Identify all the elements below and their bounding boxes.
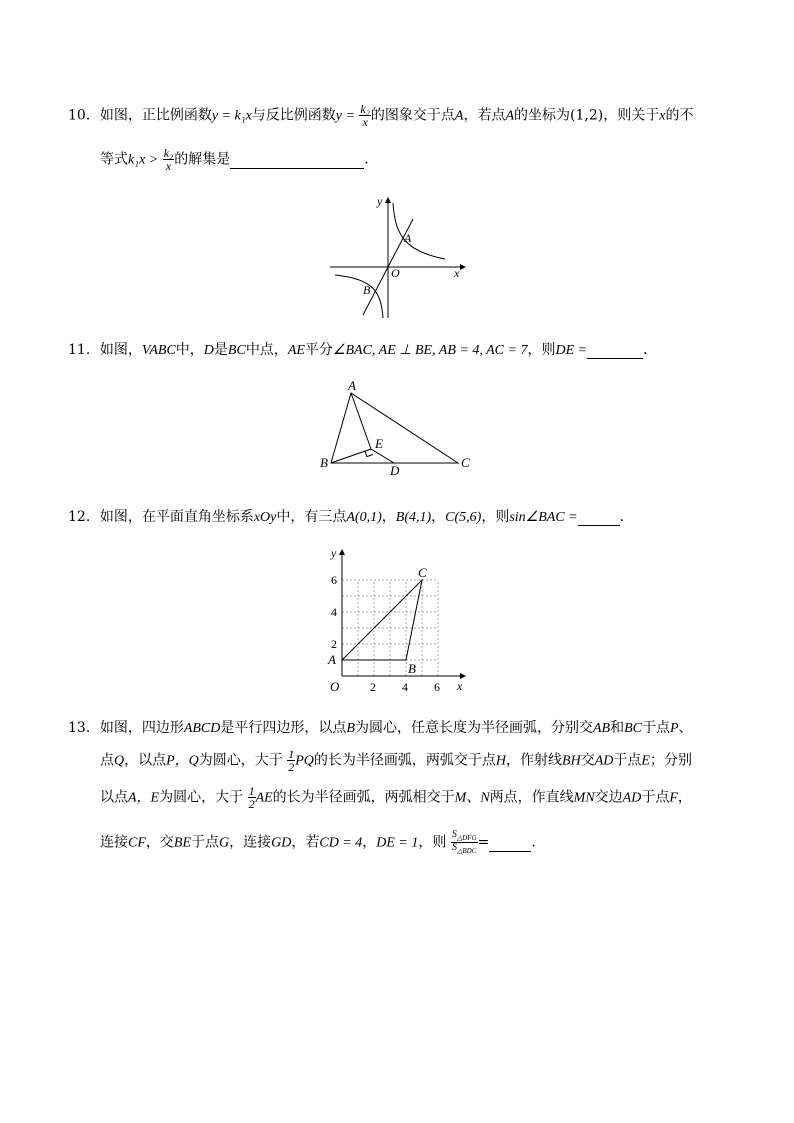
area-subscript: △BDC xyxy=(457,847,477,855)
q13-equals: = xyxy=(477,834,490,851)
q12-answer-blank[interactable] xyxy=(578,509,620,526)
q13-segment-ab: AB xyxy=(592,721,611,736)
q12-xtick-6: 6 xyxy=(434,680,440,694)
q13-point-f: F xyxy=(669,790,678,806)
q12-ask: sin∠BAC = xyxy=(509,510,578,525)
q12-text: ， xyxy=(431,509,446,525)
q13-text: 两点，作直线 xyxy=(489,789,574,806)
q13-text: 和 xyxy=(610,720,625,736)
q10-number: 10． xyxy=(68,107,100,124)
q13-points-ae: A，E xyxy=(128,790,160,806)
q11-segment-ae xyxy=(351,393,371,449)
q13-point-q: Q xyxy=(114,753,125,769)
q13-text: ，若 xyxy=(291,834,320,851)
q12-ytick-4: 4 xyxy=(331,605,337,619)
q13-line-4 xyxy=(100,830,545,855)
q10-text: 等式 xyxy=(100,151,128,168)
q12-figure xyxy=(320,543,480,698)
q11-label-b: B xyxy=(320,455,328,470)
q10-label-y: y xyxy=(377,194,383,208)
q11-text: ，则 xyxy=(527,342,556,358)
q13-point-b: B xyxy=(346,721,355,736)
q10-label-b: B xyxy=(363,283,371,297)
q13-text: 是平行四边形，以点 xyxy=(220,720,347,736)
q10-var-x: x xyxy=(659,108,666,124)
q13-text: 以点 xyxy=(100,789,128,806)
q13-text: ；分别 xyxy=(649,752,692,769)
q13-points-pq: P，Q xyxy=(166,753,199,769)
q13-text: 为圆心，大于 xyxy=(159,789,244,806)
q13-segment-ad: AD xyxy=(622,790,642,806)
q11-line xyxy=(68,339,657,359)
q12-text: ，则 xyxy=(481,509,510,525)
frac-denominator: 2 xyxy=(288,760,295,774)
q10-text: ，若点 xyxy=(463,107,506,124)
q11-answer-blank[interactable] xyxy=(587,342,643,359)
q10-y-arrow xyxy=(385,197,391,203)
q11-text: 平分 xyxy=(304,342,333,358)
frac-denominator: x xyxy=(165,159,172,173)
q12-triangle-abc xyxy=(342,580,422,660)
q10-label-a: A xyxy=(404,231,412,245)
q11-triangle: VABC xyxy=(141,343,176,358)
q10-text: 的图象交于点 xyxy=(370,107,455,124)
q10-label-x: x xyxy=(454,266,460,280)
q13-text: ，交 xyxy=(145,834,174,851)
frac-numerator: 1 xyxy=(288,747,295,761)
q11-label-e: E xyxy=(375,436,383,451)
q13-number: 13． xyxy=(68,720,100,736)
q10-answer-blank[interactable] xyxy=(230,152,364,169)
q11-text: 如图， xyxy=(99,342,142,358)
q13-text: ，以点 xyxy=(124,752,167,769)
q13-text: 连接 xyxy=(100,834,128,851)
q11-right-angle-mark xyxy=(365,451,373,457)
q13-de-value: DE = 1 xyxy=(376,835,419,851)
q13-segment-ae: AE xyxy=(255,790,273,806)
q13-line-2 xyxy=(100,748,692,773)
q10-inverse-fraction xyxy=(359,103,371,128)
q13-point-h: H xyxy=(495,753,507,769)
q13-segment-pq: PQ xyxy=(295,753,314,769)
q10-eq-linear: y = k₁x xyxy=(211,108,252,124)
q12-label-a: A xyxy=(328,652,336,667)
q10-figure xyxy=(325,193,475,323)
q13-point-p: P xyxy=(669,721,679,736)
area-symbol: S xyxy=(451,829,457,840)
q13-ray-bh: BH xyxy=(562,753,581,769)
q12-ytick-6: 6 xyxy=(331,573,337,587)
q13-answer-blank[interactable] xyxy=(489,835,531,852)
q13-segment-bc: BC xyxy=(624,721,642,736)
q13-text: 点 xyxy=(100,752,114,769)
q12-ytick-2: 2 xyxy=(331,637,337,651)
q12-line xyxy=(68,506,634,526)
q11-point-d: D xyxy=(203,343,214,358)
q13-text: ． xyxy=(531,834,546,851)
q10-inequality: k₁x > xyxy=(128,152,159,168)
q12-grid xyxy=(342,580,438,676)
q13-text: 于点 xyxy=(641,720,670,736)
q13-text: 为圆心，大于 xyxy=(198,752,283,769)
q13-line-1 xyxy=(68,717,693,737)
q13-segment-be: BE xyxy=(173,835,191,851)
q13-text: ，连接 xyxy=(229,834,272,851)
q13-text: ， xyxy=(362,834,377,851)
q11-segment-ae: AE xyxy=(287,343,305,358)
q13-points-mn: M、N xyxy=(454,790,490,806)
q13-text: 于点 xyxy=(641,789,670,806)
q12-text: ， xyxy=(381,509,396,525)
q11-text: 中， xyxy=(175,342,204,358)
q13-point-e: E xyxy=(641,753,650,769)
q13-quad: ABCD xyxy=(183,721,221,736)
q13-text: ，作射线 xyxy=(506,752,563,769)
q10-point-a: A xyxy=(505,108,515,124)
frac-denominator: x xyxy=(362,115,368,129)
q13-line-3 xyxy=(100,785,692,810)
q11-figure xyxy=(318,378,478,478)
area-symbol: S xyxy=(452,842,458,853)
q10-text: ． xyxy=(364,151,379,168)
q11-label-c: C xyxy=(461,455,470,470)
q12-y-arrow xyxy=(339,549,345,555)
q12-label-c: C xyxy=(418,565,427,580)
q11-number: 11． xyxy=(68,342,100,358)
q11-label-d: D xyxy=(390,463,400,478)
q13-text: 于点 xyxy=(613,752,642,769)
q10-point-a: A xyxy=(454,108,464,124)
q11-ask: DE = xyxy=(555,343,588,358)
q10-x-arrow xyxy=(460,264,466,270)
q10-coord: (1,2) xyxy=(570,107,604,124)
q12-xtick-2: 2 xyxy=(370,680,376,694)
area-subscript: △DFG xyxy=(456,834,477,842)
q13-text: 、 xyxy=(678,720,693,736)
q11-text: ． xyxy=(643,342,658,358)
q11-segment-ed xyxy=(371,449,394,463)
q12-label-y: y xyxy=(331,546,337,560)
frac-denominator xyxy=(451,843,478,855)
q12-point-c: C(5,6) xyxy=(445,510,482,525)
q13-area-ratio xyxy=(451,830,478,855)
q10-hyperbola-q1 xyxy=(393,203,445,259)
q13-line-mn: MN xyxy=(573,790,595,806)
frac-numerator: k₂ xyxy=(360,102,370,116)
q13-segment-gd: GD xyxy=(271,835,292,851)
frac-numerator: 1 xyxy=(248,784,255,798)
q10-line-2 xyxy=(100,147,378,172)
q13-text: 于点 xyxy=(191,834,219,851)
q12-text: ． xyxy=(619,509,634,525)
q13-text: ， xyxy=(677,789,692,806)
q12-point-a: A(0,1) xyxy=(346,510,382,525)
frac-denominator: 2 xyxy=(248,797,255,811)
q11-triangle-abc xyxy=(331,393,458,463)
q13-text: 的长为半径画弧，两弧相交于 xyxy=(272,789,455,806)
frac-numerator: k₂ xyxy=(163,146,174,160)
q12-coord-system: xOy xyxy=(253,510,277,525)
q13-text: 交边 xyxy=(594,789,623,806)
q12-label-o: O xyxy=(330,679,340,694)
q13-cd-value: CD = 4 xyxy=(319,835,363,851)
q11-label-a: A xyxy=(348,378,356,393)
q10-text: 的解集是 xyxy=(174,151,231,168)
q12-point-b: B(4,1) xyxy=(395,510,432,525)
q10-inequality-fraction xyxy=(163,147,175,172)
q10-line-1 xyxy=(68,103,693,128)
q13-text: 交 xyxy=(580,752,595,769)
q10-text: 如图，正比例函数 xyxy=(99,107,212,124)
q13-half-fraction-2 xyxy=(248,785,256,810)
q13-text: 为圆心，任意长度为半径画弧，分别交 xyxy=(354,720,593,736)
q11-text: 是 xyxy=(213,342,228,358)
q12-number: 12． xyxy=(68,509,100,525)
q10-text: 与反比例函数 xyxy=(251,107,336,124)
q12-label-x: x xyxy=(457,679,463,693)
q10-eq-inverse-left: y = xyxy=(335,108,355,124)
q10-text: ，则关于 xyxy=(603,107,660,124)
q10-hyperbola-q3 xyxy=(335,275,383,318)
q13-segment-ad: AD xyxy=(594,753,614,769)
q11-conditions: ∠BAC, AE ⊥ BE, AB = 4, AC = 7 xyxy=(332,343,528,358)
q12-text: 如图，在平面直角坐标系 xyxy=(99,509,254,525)
q10-text: 的坐标为 xyxy=(514,107,571,124)
q12-xtick-4: 4 xyxy=(402,680,408,694)
q12-text: 中，有三点 xyxy=(276,509,347,525)
q11-segment-bc: BC xyxy=(227,343,246,358)
q13-text: ，则 xyxy=(418,834,447,851)
q13-segment-cf: CF xyxy=(128,835,146,851)
q11-text: 中点， xyxy=(245,342,288,358)
q13-point-g: G xyxy=(219,835,230,851)
q13-text: 如图，四边形 xyxy=(99,720,184,736)
q10-label-o: O xyxy=(391,266,400,280)
q10-text: 的不 xyxy=(665,107,694,124)
q13-text: 的长为半径画弧，两弧交于点 xyxy=(313,752,496,769)
q12-label-b: B xyxy=(408,661,416,676)
